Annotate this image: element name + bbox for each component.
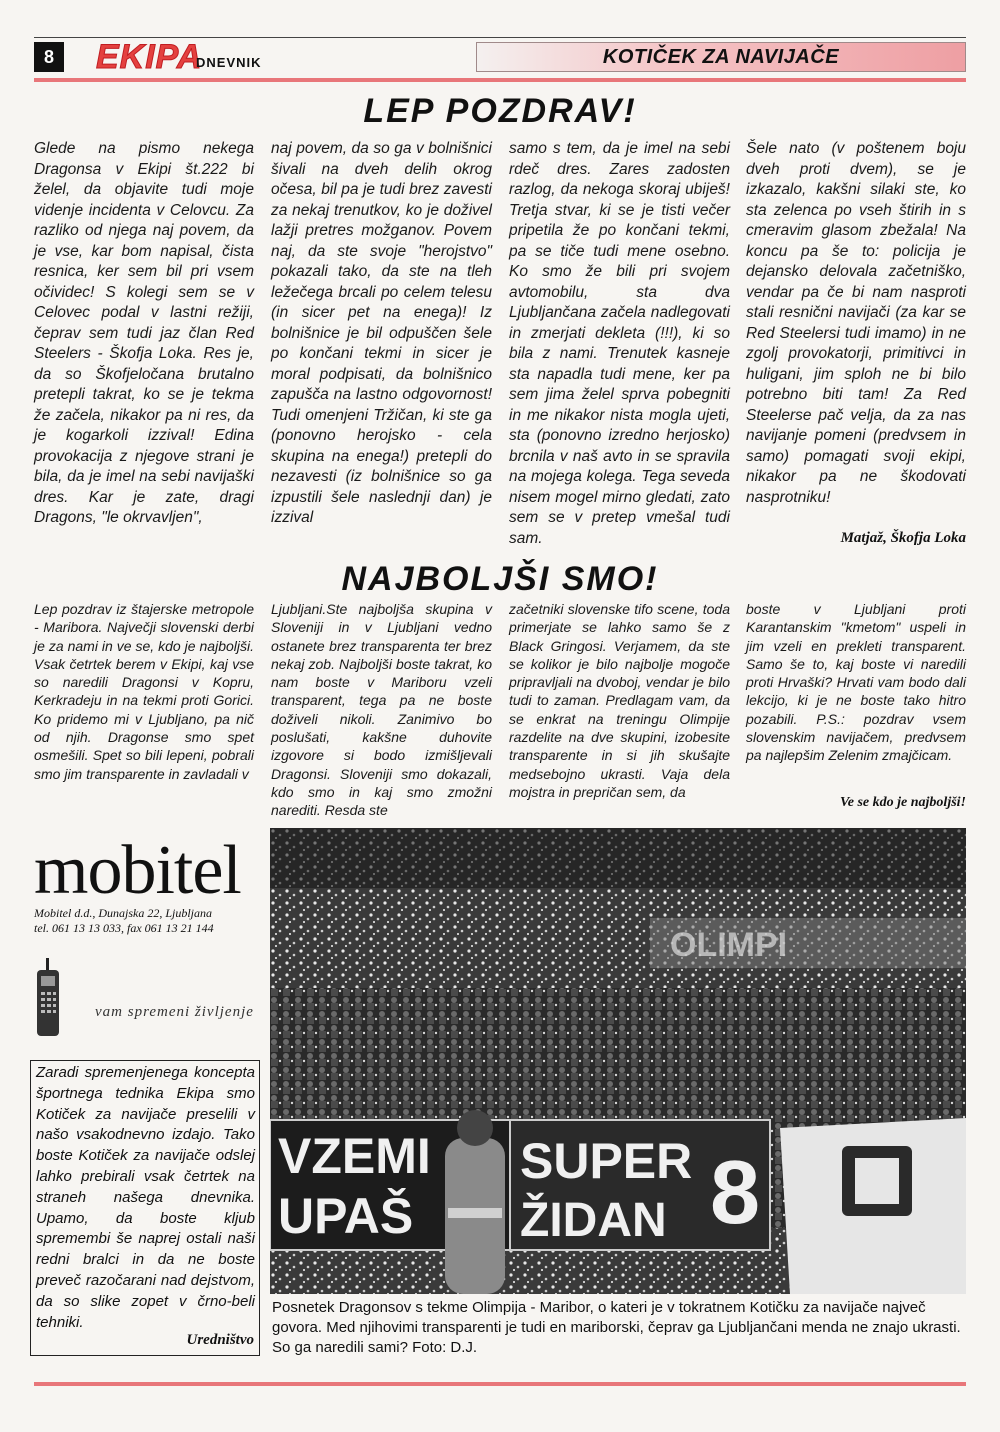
mobile-phone-icon [34,958,64,1038]
article2-column-2: Ljubljani.Ste najboljša skupina v Sloveniji in v Ljubljani vedno ostanete brez transparenta ter brez nekaj zob. Najboljši boste takrat, ko nam boste v Mariboru vzeli transparent, tega pa ne boste doživeli nikoli. Zanimivo bo poslušati, kakšne duhovite izgovore si bodo izmišljevali Dragonsi. Sloveniji smo dokazali, kdo smo in kaj smo zmožni narediti. Resda ste [271,601,492,819]
article2-column-4: boste v Ljubljani proti Karantanskim "kmetom" uspeli in jim vzeli en prekleti transparent. Samo še to, kaj boste vi naredili proti Hrvaški? Hrvati vam bodo dali lekcijo, ki je ne boste tako hitro pozabili. P.S.: pozdrav vsem slovenskim navijačem, predvsem pa najlepšim Zelenim zmajčicam. [746,601,966,764]
mobitel-slogan: vam spremeni življenje [95,1004,254,1020]
article2-signature: Ve se kdo je najboljši! [839,795,966,810]
article1-signature: Matjaž, Škofja Loka [840,530,966,546]
banner-olimpija-text: OLIMPI [670,926,788,964]
mobitel-address [34,906,264,936]
editorial-notice-signature: Uredništvo [186,1332,254,1348]
section-title [476,42,966,72]
article2-column-3: začetniki slovenske tifo scene, toda primerjate se lahko samo še z Black Gringosi. Verjamem, da ste se kolikor je bilo najbolje mogoče pripravljali na dvoboj, vendar je bilo tudi to zaman. Predlagam vam, da se enkrat na treningu Olimpije razdelite na dve skupini, izobesite transparente in si jih skušajte medsebojno ukrasti. Vaja dela mojstra in prepričan sem, da [509,601,730,800]
article1-column-4: Šele nato (v poštenem boju dveh proti dvem), se je izkazalo, kakšni silaki ste, ko sta zelenca po vseh štirih in s cmeravim glasom zbežala! Na koncu pa še to: policija je dejansko delovala začetniško, vendar pa če bi nam nasproti stali resnični navijači (za kar se Red Steelersi tudi imamo) in ne zgolj provokatorji, primitivci in huligani, jim sploh ne bi bilo potrebno biti tam! Za Red Steelerse pač velja, da za nas navijanje pomeni (predvsem in samo) pomagati svoji ekipi, nikakor pa ne škodovati nasprotniku! [746,140,966,506]
page-number: 8 [34,42,64,72]
article1-column-3: samo s tem, da je imel na sebi rdeč dres. Zares zadosten razlog, da nekoga skoraj ubiješ! Tretja stvar, ki se je tisti večer pripetila že po končani tekmi, pa se tiče tudi mene osebno. Ko smo že bili pri svojem avtomobilu, sta dva Ljubljančana začela nadlegovati in zmerjati dekleta (!!!), ki so bila z nami. Trenutek kasneje sta napadla tudi mene, ker pa sem jima želel sprva pobegniti in me nikakor nista mogla ujeti, sta (ponovno izredno herjosko) brcnila v naš avto in se spravila na mojega kolega. Tega seveda nisem mogel mirno gledati, zato sem se v pretep vmešal tudi sam. [509,140,730,547]
banner-upas-text: UPAŠ [278,1188,414,1244]
banner-eight-text: 8 [710,1143,761,1243]
footer-red-rule [34,1382,966,1386]
article2-column-1: Lep pozdrav iz štajerske metropole - Maribora. Največji slovenski derbi je za nami in ve se, kdo je najboljši. Vsak četrtek berem v Ekipi, kaj vse so naredili Dragonsi v Kopru, Kerkradeju in na tekmi proti Gorici. Ko pridemo mi v Ljubljano, pa nič od njih. Dragonse smo spet osmešili. Spet so bili lepeni, pobrali smo jim transparente in zavladali v [34,601,254,782]
mobitel-logo: mobitel [34,832,241,909]
banner-super-text: SUPER [520,1133,693,1189]
section-title-text: KOTIČEK ZA NAVIJAČE [602,45,840,68]
logo-subtitle: DNEVNIK [196,55,262,70]
article1-title: LEP POZDRAV! [363,92,637,130]
fans-photo-image [270,828,966,1294]
article1-column-1: Glede na pismo nekega Dragonsa v Ekipi št.222 bi želel, da objavite tudi moje videnje incidenta v Celovcu. Za razliko od njega naj povem, da je vse, kar bom napisal, čista resnica, ker sem bil pri vsem očividec! S kolegi sem se v Celovec podal v lastni režiji, čeprav sem tudi jaz član Red Steelers - Škofja Loka. Res je, da so Škofjeločana brutalno pretepli takrat, ko se je tekma že začela, nikakor pa ni res, da je kogarkoli izzival! Edina provokacija z njegove strani je bila, da je imel na sebi navijaški dres. Kar je zate, dragi Dragons, "le okrvavljen", [34,140,254,526]
header-red-rule [34,78,966,82]
fans-photo [270,828,966,1294]
banner-zidan-text: ŽIDAN [520,1194,667,1247]
top-rule [34,37,966,38]
article2-title: NAJBOLJŠI SMO! [341,560,659,598]
mobitel-phone-line: tel. 061 13 13 033, fax 061 13 21 144 [34,921,214,935]
editorial-notice-text: Zaradi spremenjenega koncepta športnega tednika Ekipa smo Kotiček za navijače preselili v našo vsakodnevno izdajo. Tako boste Kotiček za navijače odslej lahko prebirali vsak četrtek na straneh našega dnevnika. Upamo, da boste kljub spremembi še naprej ostali naši redni bralci in da ne boste preveč razočarani nad dejstvom, da so slike zopet v črno-beli tehniki. [36,1064,255,1331]
photo-caption: Posnetek Dragonsov s tekme Olimpija - Maribor, o kateri je v tokratnem Kotičku za navijače največ govora. Med njihovimi transparenti je tudi en mariborski, čeprav ga Ljubljančani menda ne znajo ukrasti. So ga naredili sami? Foto: D.J. [272,1299,961,1356]
article1-column-2: naj povem, da so ga v bolnišnici šivali na dveh delih okrog očesa, bil pa je tudi brez zavesti za nekaj trenutkov, ko je doživel lažji pretres možganov. Povem naj, da ste svoje "herojstvo" pokazali tako, da ste na tleh ležečega brcali po celem telesu (in sicer pet na enega)! Iz bolnišnice je bil odpuščen šele po končani tekmi in sicer je moral podpisati, da bolnišnico zapušča na lastno odgovornost! Tudi omenjeni Tržičan, ki ste ga (ponovno herojsko - cela skupina na enega!) pretepli do nezavesti (iz bolnišnice so ga izpustili šele naslednji dan) je izzival [271,140,492,526]
editorial-notice-box [30,1060,260,1356]
mobitel-address-line: Mobitel d.d., Dunajska 22, Ljubljana [34,906,212,920]
ekipa-logo: EKIPA [96,38,203,76]
banner-vzemi-text: VZEMI [278,1128,431,1184]
